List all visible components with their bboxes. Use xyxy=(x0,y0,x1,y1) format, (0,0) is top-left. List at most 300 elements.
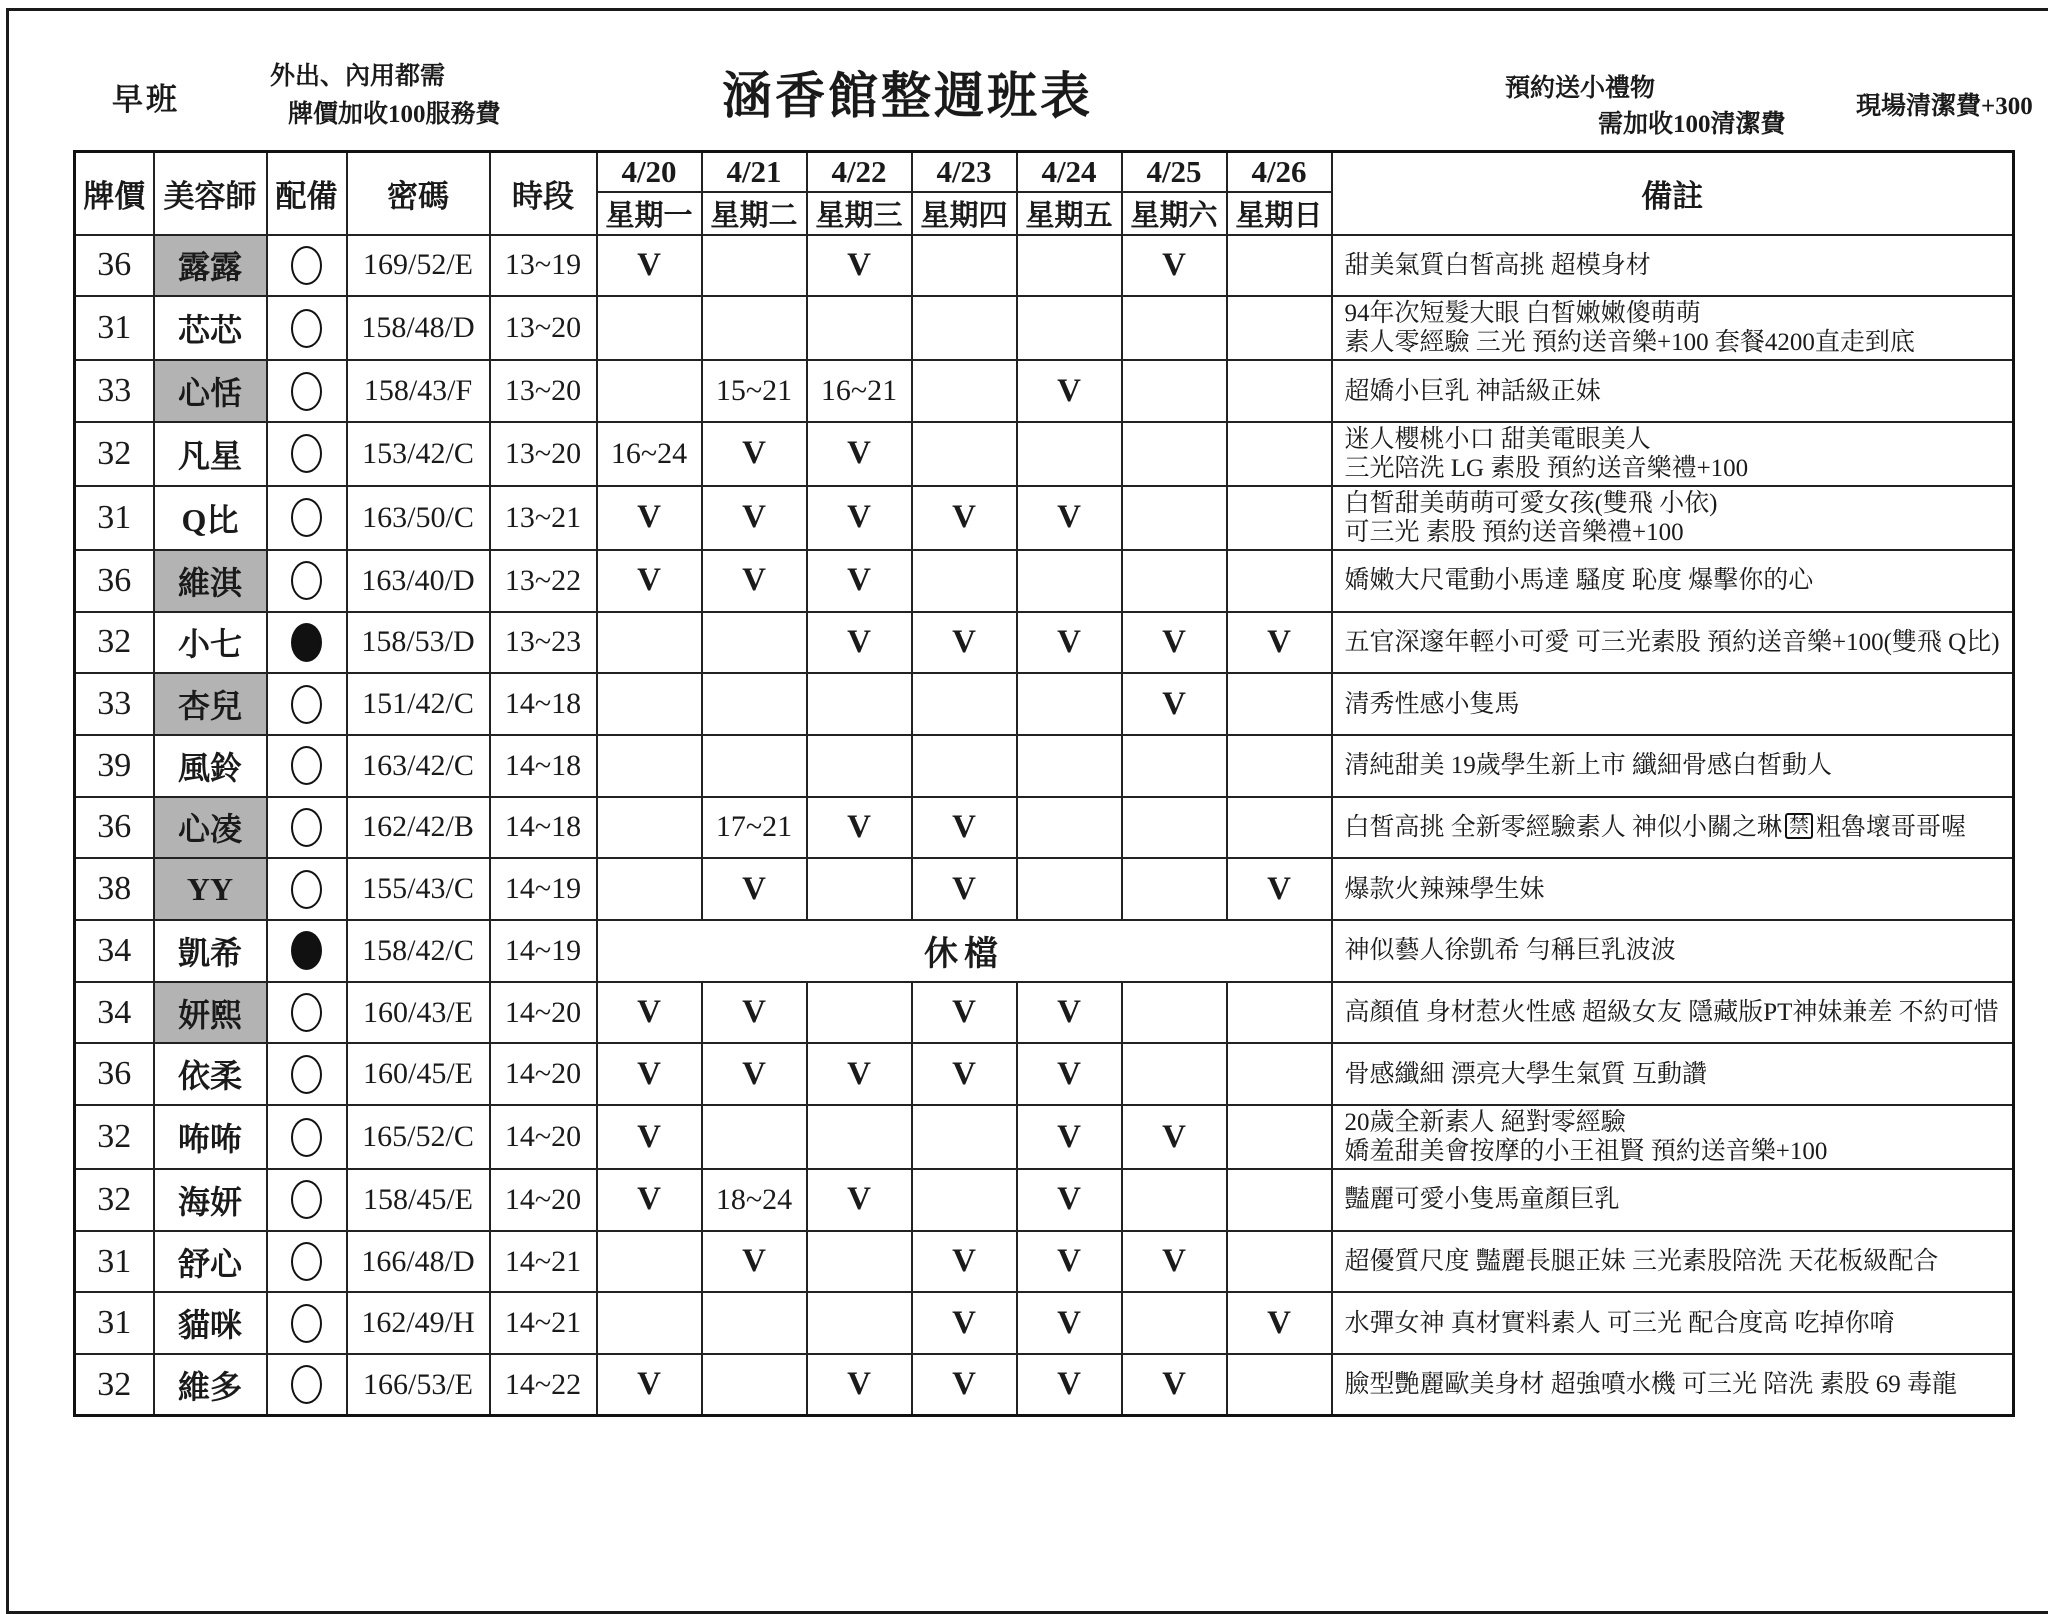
col-header-equipment: 配備 xyxy=(267,152,347,235)
code-cell: 162/49/H xyxy=(347,1292,490,1354)
price-cell: 33 xyxy=(75,360,154,422)
code-cell: 153/42/C xyxy=(347,422,490,486)
table-row xyxy=(75,612,2014,674)
table-row xyxy=(75,1231,2014,1293)
table-row xyxy=(75,1169,2014,1231)
date-header-4/23: 4/23 xyxy=(912,152,1017,192)
schedule-cell-4/20 xyxy=(597,858,702,920)
equipment-cell xyxy=(267,920,347,982)
schedule-cell-4/26 xyxy=(1227,1354,1332,1416)
hollow-circle-icon xyxy=(291,372,322,411)
notes-cell xyxy=(1332,612,2014,674)
price-cell: 33 xyxy=(75,673,154,735)
code-cell: 158/48/D xyxy=(347,296,490,360)
equipment-cell xyxy=(267,550,347,612)
table-row xyxy=(75,360,2014,422)
equipment-cell xyxy=(267,797,347,859)
schedule-cell-4/24 xyxy=(1017,296,1122,360)
schedule-cell-4/21 xyxy=(702,235,807,297)
time-slot-cell: 14~21 xyxy=(490,1292,597,1354)
time-slot-cell: 13~23 xyxy=(490,612,597,674)
beautician-name-cell: 風鈴 xyxy=(154,735,267,797)
date-header-4/26: 4/26 xyxy=(1227,152,1332,192)
weekday-header-4/22: 星期三 xyxy=(807,192,912,235)
price-cell: 31 xyxy=(75,486,154,550)
schedule-cell-4/24 xyxy=(1017,735,1122,797)
schedule-cell-4/23 xyxy=(912,360,1017,422)
schedule-cell-4/26 xyxy=(1227,486,1332,550)
note-line: 可三光 素股 預約送音樂禮+100 xyxy=(1344,518,1684,546)
hollow-circle-icon xyxy=(291,685,322,724)
code-cell: 155/43/C xyxy=(347,858,490,920)
table-row xyxy=(75,1292,2014,1354)
price-cell: 38 xyxy=(75,858,154,920)
page-title: 涵香館整週班表 xyxy=(722,68,1093,124)
schedule-cell-4/22 xyxy=(807,1231,912,1293)
schedule-cell-4/23: V xyxy=(912,797,1017,859)
schedule-cell-4/20: V xyxy=(597,1169,702,1231)
table-header xyxy=(75,152,2014,235)
notes-cell xyxy=(1332,1231,2014,1293)
schedule-cell-4/25: V xyxy=(1122,1105,1227,1169)
equipment-cell xyxy=(267,1231,347,1293)
beautician-name-cell: YY xyxy=(154,858,267,920)
beautician-name-cell: 小七 xyxy=(154,612,267,674)
schedule-cell-4/23: V xyxy=(912,1043,1017,1105)
schedule-cell-4/25: V xyxy=(1122,1354,1227,1416)
beautician-name-cell: 心凌 xyxy=(154,797,267,859)
schedule-cell-4/23: V xyxy=(912,858,1017,920)
table-row xyxy=(75,422,2014,486)
notes-cell xyxy=(1332,1169,2014,1231)
note-line: 白皙甜美萌萌可愛女孩(雙飛 小依) xyxy=(1344,489,1718,517)
schedule-cell-4/24 xyxy=(1017,422,1122,486)
beautician-name-cell: 舒心 xyxy=(154,1231,267,1293)
schedule-cell-4/22: 16~21 xyxy=(807,360,912,422)
code-cell: 163/50/C xyxy=(347,486,490,550)
notes-cell xyxy=(1332,982,2014,1044)
schedule-cell-4/20: V xyxy=(597,486,702,550)
schedule-cell-4/20: V xyxy=(597,1354,702,1416)
schedule-cell-4/21: V xyxy=(702,858,807,920)
equipment-cell xyxy=(267,1043,347,1105)
schedule-cell-4/21: V xyxy=(702,550,807,612)
note-line: 爆款火辣辣學生妹 xyxy=(1344,875,1545,903)
equipment-cell xyxy=(267,612,347,674)
beautician-name-cell: 凡星 xyxy=(154,422,267,486)
notes-cell xyxy=(1332,735,2014,797)
equipment-cell xyxy=(267,1292,347,1354)
schedule-cell-4/25: V xyxy=(1122,673,1227,735)
service-fee-note-line1: 外出、內用都需 xyxy=(270,63,446,90)
notes-cell xyxy=(1332,1354,2014,1416)
price-cell: 32 xyxy=(75,612,154,674)
hollow-circle-icon xyxy=(291,1118,322,1157)
code-cell: 158/53/D xyxy=(347,612,490,674)
gift-note-line2: 需加收100清潔費 xyxy=(1598,111,1786,138)
schedule-cell-4/24: V xyxy=(1017,1105,1122,1169)
time-slot-cell: 13~19 xyxy=(490,235,597,297)
note-line: 白皙高挑 全新零經驗素人 神似小關之琳 禁 粗魯壞哥哥喔 xyxy=(1344,813,1967,841)
schedule-cell-4/25: V xyxy=(1122,1231,1227,1293)
schedule-cell-4/23 xyxy=(912,235,1017,297)
price-cell: 31 xyxy=(75,296,154,360)
schedule-cell-4/20 xyxy=(597,360,702,422)
code-cell: 163/40/D xyxy=(347,550,490,612)
time-slot-cell: 13~20 xyxy=(490,296,597,360)
schedule-cell-4/26 xyxy=(1227,1231,1332,1293)
schedule-cell-4/20 xyxy=(597,296,702,360)
gift-note-line1: 預約送小禮物 xyxy=(1505,75,1656,102)
filled-circle-icon xyxy=(291,623,322,662)
notes-cell xyxy=(1332,486,2014,550)
schedule-cell-4/20 xyxy=(597,797,702,859)
schedule-cell-4/22: V xyxy=(807,235,912,297)
table-row xyxy=(75,235,2014,297)
beautician-name-cell: 心恬 xyxy=(154,360,267,422)
table-row xyxy=(75,735,2014,797)
time-slot-cell: 13~22 xyxy=(490,550,597,612)
table-body xyxy=(75,235,2014,1416)
code-cell: 162/42/B xyxy=(347,797,490,859)
beautician-name-cell: 芯芯 xyxy=(154,296,267,360)
schedule-cell-4/24: V xyxy=(1017,612,1122,674)
note-line: 清純甜美 19歲學生新上市 纖細骨感白皙動人 xyxy=(1344,752,1833,780)
schedule-cell-4/26: V xyxy=(1227,1292,1332,1354)
schedule-cell-4/24: V xyxy=(1017,486,1122,550)
hollow-circle-icon xyxy=(291,1304,322,1343)
schedule-cell-4/23 xyxy=(912,550,1017,612)
price-cell: 32 xyxy=(75,1354,154,1416)
schedule-cell-4/26: V xyxy=(1227,858,1332,920)
date-header-4/22: 4/22 xyxy=(807,152,912,192)
equipment-cell xyxy=(267,858,347,920)
price-cell: 31 xyxy=(75,1231,154,1293)
schedule-cell-4/23: V xyxy=(912,1292,1017,1354)
schedule-cell-4/24: V xyxy=(1017,982,1122,1044)
hollow-circle-icon xyxy=(291,1242,322,1281)
note-line: 迷人櫻桃小口 甜美電眼美人 xyxy=(1344,425,1651,453)
weekday-header-4/23: 星期四 xyxy=(912,192,1017,235)
schedule-cell-4/22: V xyxy=(807,1043,912,1105)
time-slot-cell: 14~20 xyxy=(490,1105,597,1169)
schedule-cell-4/22 xyxy=(807,735,912,797)
time-slot-cell: 14~20 xyxy=(490,982,597,1044)
schedule-cell-4/25 xyxy=(1122,550,1227,612)
schedule-cell-4/25 xyxy=(1122,735,1227,797)
note-line: 清秀性感小隻馬 xyxy=(1344,690,1520,718)
time-slot-cell: 13~20 xyxy=(490,360,597,422)
schedule-cell-4/24: V xyxy=(1017,360,1122,422)
time-slot-cell: 14~22 xyxy=(490,1354,597,1416)
schedule-cell-4/22: V xyxy=(807,1354,912,1416)
schedule-cell-4/26: V xyxy=(1227,612,1332,674)
code-cell: 160/43/E xyxy=(347,982,490,1044)
schedule-cell-4/21: V xyxy=(702,982,807,1044)
beautician-name-cell: 妍熙 xyxy=(154,982,267,1044)
beautician-name-cell: 維多 xyxy=(154,1354,267,1416)
time-slot-cell: 14~18 xyxy=(490,673,597,735)
equipment-cell xyxy=(267,486,347,550)
code-cell: 163/42/C xyxy=(347,735,490,797)
schedule-cell-4/26 xyxy=(1227,1043,1332,1105)
notes-cell xyxy=(1332,1043,2014,1105)
table-row xyxy=(75,1354,2014,1416)
schedule-cell-4/23 xyxy=(912,1169,1017,1231)
weekday-header-4/24: 星期五 xyxy=(1017,192,1122,235)
service-fee-note-line2: 牌價加收100服務費 xyxy=(288,101,501,128)
schedule-cell-4/21: V xyxy=(702,1231,807,1293)
schedule-cell-4/23: V xyxy=(912,486,1017,550)
code-cell: 169/52/E xyxy=(347,235,490,297)
price-cell: 34 xyxy=(75,920,154,982)
hollow-circle-icon xyxy=(291,1180,322,1219)
code-cell: 158/43/F xyxy=(347,360,490,422)
beautician-name-cell: 咘咘 xyxy=(154,1105,267,1169)
schedule-cell-4/25 xyxy=(1122,1169,1227,1231)
beautician-name-cell: Q比 xyxy=(154,486,267,550)
schedule-cell-4/24 xyxy=(1017,235,1122,297)
schedule-cell-4/22: V xyxy=(807,797,912,859)
weekday-header-4/20: 星期一 xyxy=(597,192,702,235)
schedule-cell-4/21 xyxy=(702,1105,807,1169)
table-row xyxy=(75,982,2014,1044)
note-line: 20歲全新素人 絕對零經驗 xyxy=(1344,1109,1626,1137)
rest-cell: 休檔 xyxy=(597,920,1332,982)
schedule-cell-4/21: 18~24 xyxy=(702,1169,807,1231)
code-cell: 166/48/D xyxy=(347,1231,490,1293)
note-line: 水彈女神 真材實料素人 可三光 配合度高 吃掉你唷 xyxy=(1344,1309,1895,1337)
weekday-header-4/26: 星期日 xyxy=(1227,192,1332,235)
date-header-4/21: 4/21 xyxy=(702,152,807,192)
notes-cell xyxy=(1332,797,2014,859)
hollow-circle-icon xyxy=(291,993,322,1032)
schedule-cell-4/21: 15~21 xyxy=(702,360,807,422)
time-slot-cell: 13~20 xyxy=(490,422,597,486)
schedule-cell-4/25 xyxy=(1122,1292,1227,1354)
table-row xyxy=(75,1105,2014,1169)
note-line: 超優質尺度 豔麗長腿正妹 三光素股陪洗 天花板級配合 xyxy=(1344,1248,1939,1276)
equipment-cell xyxy=(267,422,347,486)
schedule-cell-4/26 xyxy=(1227,982,1332,1044)
schedule-cell-4/25 xyxy=(1122,982,1227,1044)
equipment-cell xyxy=(267,735,347,797)
schedule-cell-4/26 xyxy=(1227,1105,1332,1169)
schedule-cell-4/21: V xyxy=(702,1043,807,1105)
schedule-cell-4/20: V xyxy=(597,1105,702,1169)
schedule-cell-4/24: V xyxy=(1017,1231,1122,1293)
time-slot-cell: 14~18 xyxy=(490,735,597,797)
notes-cell xyxy=(1332,673,2014,735)
code-cell: 151/42/C xyxy=(347,673,490,735)
price-cell: 32 xyxy=(75,1169,154,1231)
schedule-cell-4/22 xyxy=(807,1105,912,1169)
equipment-cell xyxy=(267,1354,347,1416)
hollow-circle-icon xyxy=(291,808,322,847)
code-cell: 165/52/C xyxy=(347,1105,490,1169)
schedule-cell-4/22 xyxy=(807,1292,912,1354)
beautician-name-cell: 凱希 xyxy=(154,920,267,982)
hollow-circle-icon xyxy=(291,246,322,285)
note-line: 三光陪洗 LG 素股 預約送音樂禮+100 xyxy=(1344,454,1749,482)
schedule-cell-4/21 xyxy=(702,296,807,360)
schedule-cell-4/24 xyxy=(1017,797,1122,859)
equipment-cell xyxy=(267,235,347,297)
schedule-cell-4/23 xyxy=(912,422,1017,486)
schedule-cell-4/24 xyxy=(1017,550,1122,612)
note-line: 豔麗可愛小隻馬童顏巨乳 xyxy=(1344,1186,1620,1214)
schedule-table xyxy=(73,150,2015,1417)
weekday-header-4/21: 星期二 xyxy=(702,192,807,235)
schedule-cell-4/20: V xyxy=(597,550,702,612)
beautician-name-cell: 依柔 xyxy=(154,1043,267,1105)
shift-label: 早班 xyxy=(112,82,180,117)
price-cell: 36 xyxy=(75,550,154,612)
price-cell: 36 xyxy=(75,797,154,859)
schedule-cell-4/25 xyxy=(1122,858,1227,920)
beautician-name-cell: 貓咪 xyxy=(154,1292,267,1354)
notes-cell xyxy=(1332,858,2014,920)
code-cell: 160/45/E xyxy=(347,1043,490,1105)
notes-cell xyxy=(1332,296,2014,360)
beautician-name-cell: 維淇 xyxy=(154,550,267,612)
table-row xyxy=(75,673,2014,735)
boxed-forbidden-icon: 禁 xyxy=(1785,813,1813,839)
time-slot-cell: 14~20 xyxy=(490,1169,597,1231)
schedule-cell-4/20: V xyxy=(597,982,702,1044)
schedule-cell-4/22 xyxy=(807,982,912,1044)
schedule-cell-4/26 xyxy=(1227,360,1332,422)
schedule-cell-4/24 xyxy=(1017,673,1122,735)
hollow-circle-icon xyxy=(291,434,322,473)
hollow-circle-icon xyxy=(291,1365,322,1404)
beautician-name-cell: 海妍 xyxy=(154,1169,267,1231)
weekday-header-4/25: 星期六 xyxy=(1122,192,1227,235)
schedule-cell-4/24 xyxy=(1017,858,1122,920)
hollow-circle-icon xyxy=(291,561,322,600)
schedule-cell-4/20: V xyxy=(597,1043,702,1105)
note-line: 骨感纖細 漂亮大學生氣質 互動讚 xyxy=(1344,1060,1708,1088)
schedule-cell-4/23 xyxy=(912,673,1017,735)
schedule-cell-4/21 xyxy=(702,1292,807,1354)
schedule-cell-4/20 xyxy=(597,673,702,735)
price-cell: 34 xyxy=(75,982,154,1044)
schedule-cell-4/22 xyxy=(807,296,912,360)
hollow-circle-icon xyxy=(291,1055,322,1094)
schedule-cell-4/26 xyxy=(1227,1169,1332,1231)
schedule-cell-4/20 xyxy=(597,612,702,674)
schedule-cell-4/22: V xyxy=(807,422,912,486)
schedule-cell-4/25 xyxy=(1122,296,1227,360)
onsite-fee-note: 現場清潔費+300 xyxy=(1856,93,2033,120)
date-header-4/25: 4/25 xyxy=(1122,152,1227,192)
schedule-cell-4/25: V xyxy=(1122,235,1227,297)
notes-cell xyxy=(1332,920,2014,982)
notes-cell xyxy=(1332,1105,2014,1169)
schedule-cell-4/21 xyxy=(702,673,807,735)
schedule-cell-4/26 xyxy=(1227,735,1332,797)
price-cell: 36 xyxy=(75,235,154,297)
note-line: 神似藝人徐凱希 勻稱巨乳波波 xyxy=(1344,937,1676,965)
price-cell: 31 xyxy=(75,1292,154,1354)
schedule-cell-4/26 xyxy=(1227,673,1332,735)
schedule-cell-4/26 xyxy=(1227,422,1332,486)
schedule-cell-4/21 xyxy=(702,1354,807,1416)
code-cell: 166/53/E xyxy=(347,1354,490,1416)
time-slot-cell: 14~19 xyxy=(490,858,597,920)
time-slot-cell: 14~18 xyxy=(490,797,597,859)
schedule-cell-4/26 xyxy=(1227,296,1332,360)
schedule-cell-4/20: 16~24 xyxy=(597,422,702,486)
table-row xyxy=(75,550,2014,612)
notes-cell xyxy=(1332,360,2014,422)
schedule-cell-4/22 xyxy=(807,858,912,920)
note-line: 嬌嫩大尺電動小馬達 騷度 恥度 爆擊你的心 xyxy=(1344,567,1814,595)
note-line: 素人零經驗 三光 預約送音樂+100 套餐4200直走到底 xyxy=(1344,329,1915,357)
schedule-cell-4/21: V xyxy=(702,422,807,486)
schedule-cell-4/22: V xyxy=(807,1169,912,1231)
note-line: 嬌羞甜美會按摩的小王祖賢 預約送音樂+100 xyxy=(1344,1138,1828,1166)
price-cell: 32 xyxy=(75,1105,154,1169)
schedule-cell-4/23 xyxy=(912,296,1017,360)
equipment-cell xyxy=(267,296,347,360)
table-row xyxy=(75,1043,2014,1105)
notes-cell xyxy=(1332,235,2014,297)
price-cell: 39 xyxy=(75,735,154,797)
schedule-cell-4/23: V xyxy=(912,612,1017,674)
date-header-4/20: 4/20 xyxy=(597,152,702,192)
col-header-code: 密碼 xyxy=(347,152,490,235)
table-row xyxy=(75,797,2014,859)
schedule-cell-4/24: V xyxy=(1017,1354,1122,1416)
schedule-cell-4/23 xyxy=(912,735,1017,797)
schedule-cell-4/22: V xyxy=(807,486,912,550)
notes-cell xyxy=(1332,1292,2014,1354)
equipment-cell xyxy=(267,673,347,735)
col-header-time: 時段 xyxy=(490,152,597,235)
filled-circle-icon xyxy=(291,931,322,970)
schedule-cell-4/23: V xyxy=(912,982,1017,1044)
beautician-name-cell: 露露 xyxy=(154,235,267,297)
schedule-cell-4/23: V xyxy=(912,1231,1017,1293)
schedule-cell-4/22: V xyxy=(807,612,912,674)
schedule-cell-4/25 xyxy=(1122,422,1227,486)
hollow-circle-icon xyxy=(291,870,322,909)
time-slot-cell: 13~21 xyxy=(490,486,597,550)
code-cell: 158/45/E xyxy=(347,1169,490,1231)
schedule-cell-4/21: 17~21 xyxy=(702,797,807,859)
schedule-cell-4/24: V xyxy=(1017,1292,1122,1354)
equipment-cell xyxy=(267,360,347,422)
time-slot-cell: 14~20 xyxy=(490,1043,597,1105)
table-row xyxy=(75,858,2014,920)
schedule-cell-4/20 xyxy=(597,735,702,797)
note-line: 五官深邃年輕小可愛 可三光素股 預約送音樂+100(雙飛 Q比) xyxy=(1344,628,2000,656)
schedule-cell-4/24: V xyxy=(1017,1169,1122,1231)
schedule-cell-4/22: V xyxy=(807,550,912,612)
schedule-cell-4/25 xyxy=(1122,360,1227,422)
hollow-circle-icon xyxy=(291,746,322,785)
schedule-cell-4/25: V xyxy=(1122,612,1227,674)
equipment-cell xyxy=(267,982,347,1044)
schedule-cell-4/25 xyxy=(1122,486,1227,550)
time-slot-cell: 14~19 xyxy=(490,920,597,982)
date-header-4/24: 4/24 xyxy=(1017,152,1122,192)
schedule-cell-4/21 xyxy=(702,612,807,674)
equipment-cell xyxy=(267,1105,347,1169)
time-slot-cell: 14~21 xyxy=(490,1231,597,1293)
schedule-cell-4/24: V xyxy=(1017,1043,1122,1105)
